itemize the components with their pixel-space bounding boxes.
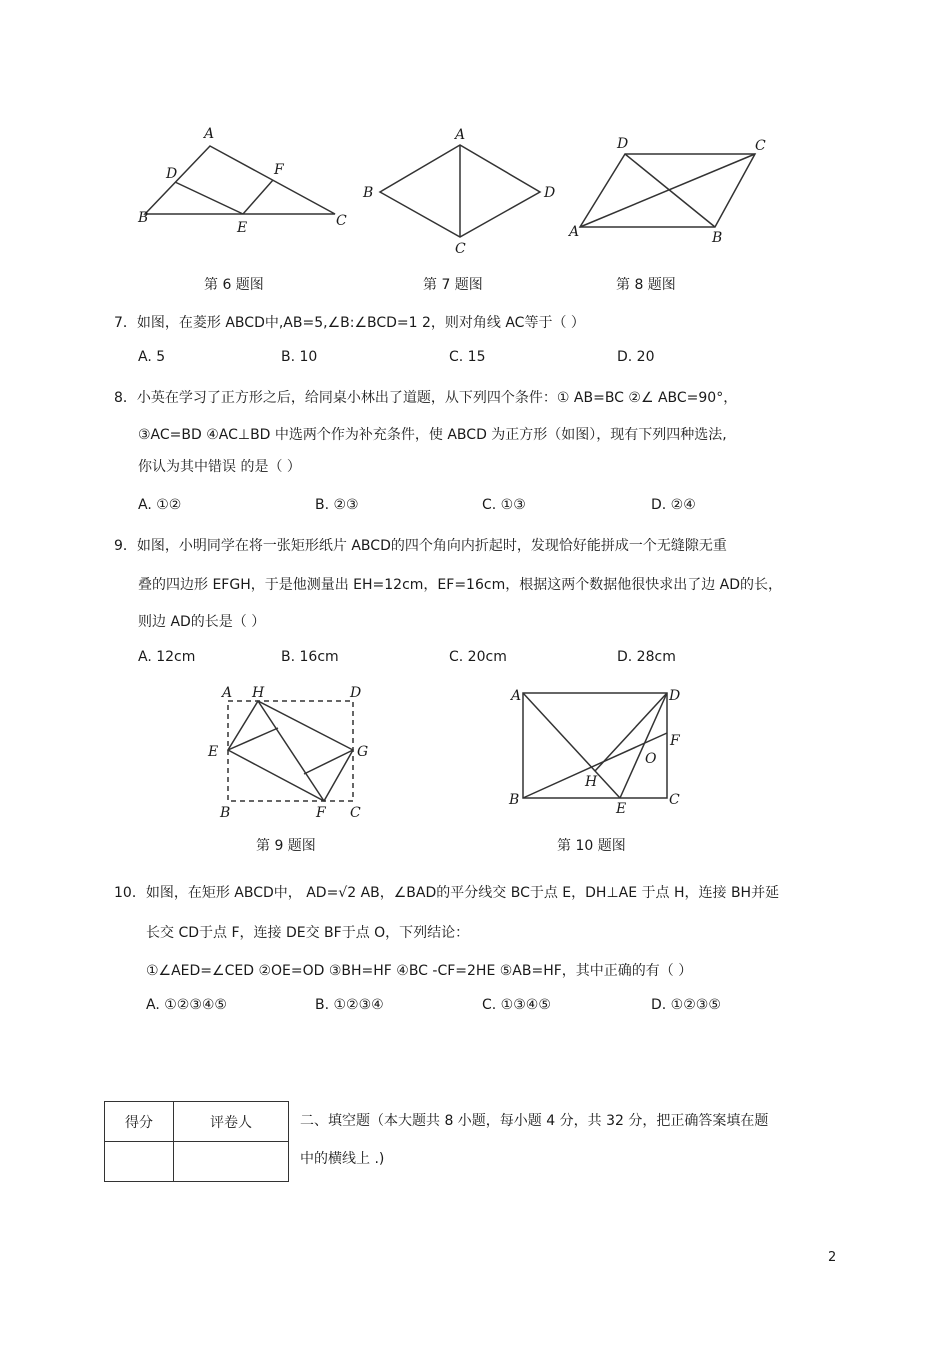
q9-line1: 9．如图，小明同学在将一张矩形纸片 ABCD的四个角向内折起时，发现恰好能拼成一个无缝隙无重 xyxy=(114,538,727,554)
q10-option-d: D. ①②③⑤ xyxy=(651,997,721,1013)
score-header: 得分 xyxy=(105,1102,174,1142)
q8-option-b: B. ②③ xyxy=(315,497,359,513)
q10-option-c: C. ①③④⑤ xyxy=(482,997,551,1013)
caption-fig8: 第 8 题图 xyxy=(616,277,676,293)
q8-option-a: A. ①② xyxy=(138,497,182,513)
figure-10 xyxy=(505,683,690,818)
fig10-label-A: A xyxy=(511,688,522,704)
fig9-label-H: H xyxy=(252,685,265,701)
q8-line2: ③AC=BD ④AC⊥BD 中选两个作为补充条件，使 ABCD 为正方形（如图），现有下列四种选法, xyxy=(138,427,727,443)
fig10-label-C: C xyxy=(669,792,680,808)
q10-option-b: B. ①②③④ xyxy=(315,997,384,1013)
grader-header: 评卷人 xyxy=(174,1102,289,1142)
grader-cell[interactable] xyxy=(174,1142,289,1182)
q7-option-d: D. 20 xyxy=(617,349,655,365)
fig9-label-F: F xyxy=(316,805,326,821)
score-table xyxy=(104,1101,289,1182)
fig6-label-D: D xyxy=(166,166,178,182)
caption-fig7: 第 7 题图 xyxy=(423,277,483,293)
section2-line1: 二、填空题（本大题共 8 小题，每小题 4 分，共 32 分，把正确答案填在题 xyxy=(300,1113,769,1129)
figure-9 xyxy=(200,683,380,823)
fig6-label-F: F xyxy=(274,162,284,178)
fig8-label-D: D xyxy=(617,136,629,152)
q8-line1: 8．小英在学习了正方形之后，给同桌小林出了道题，从下列四个条件：① AB=BC ②∠ ABC=90°， xyxy=(114,390,738,406)
q9-line2: 叠的四边形 EFGH，于是他测量出 EH=12cm，EF=16cm，根据这两个数据他很快求出了边 AD的长， xyxy=(138,577,783,593)
fig8-label-A: A xyxy=(569,224,580,240)
fig6-label-A: A xyxy=(204,126,215,142)
fig7-label-C: C xyxy=(455,241,466,257)
fig8-label-C: C xyxy=(755,138,766,154)
q9-option-a: A. 12cm xyxy=(138,649,196,665)
fig9-label-D: D xyxy=(350,685,362,701)
q8-option-c: C. ①③ xyxy=(482,497,526,513)
caption-fig10: 第 10 题图 xyxy=(557,838,626,854)
q10-line3: ①∠AED=∠CED ②OE=OD ③BH=HF ④BC -CF=2HE ⑤AB=HF，其中正确的有（ ） xyxy=(146,963,693,979)
q7-stem: 7．如图，在菱形 ABCD中,AB=5,∠B:∠BCD=1 2，则对角线 AC等于（ ） xyxy=(114,315,585,331)
figure-6 xyxy=(130,120,360,240)
fig10-label-H: H xyxy=(585,774,598,790)
page-number: 2 xyxy=(828,1250,837,1265)
q8-line3: 你认为其中错误 的是（ ） xyxy=(138,459,301,475)
q9-option-b: B. 16cm xyxy=(281,649,339,665)
fig6-label-E: E xyxy=(237,220,248,236)
score-cell[interactable] xyxy=(105,1142,174,1182)
fig10-label-O: O xyxy=(645,751,657,767)
caption-fig6: 第 6 题图 xyxy=(204,277,264,293)
fig7-label-D: D xyxy=(544,185,556,201)
caption-fig9: 第 9 题图 xyxy=(256,838,316,854)
q7-option-a: A. 5 xyxy=(138,349,166,365)
fig10-label-F: F xyxy=(670,733,680,749)
q10-line1: 10．如图，在矩形 ABCD中， AD=√2 AB，∠BAD的平分线交 BC于点 E，DH⊥AE 于点 H，连接 BH并延 xyxy=(114,885,780,901)
fig9-label-E: E xyxy=(208,744,219,760)
fig10-label-B: B xyxy=(509,792,520,808)
q7-option-c: C. 15 xyxy=(449,349,486,365)
fig6-label-B: B xyxy=(138,210,149,226)
fig7-label-B: B xyxy=(363,185,374,201)
fig9-label-A: A xyxy=(222,685,233,701)
q9-option-c: C. 20cm xyxy=(449,649,507,665)
fig9-label-C: C xyxy=(350,805,361,821)
fig10-label-E: E xyxy=(616,801,627,817)
q9-line3: 则边 AD的长是（ ） xyxy=(138,614,266,630)
figure-8 xyxy=(565,132,775,247)
q10-option-a: A. ①②③④⑤ xyxy=(146,997,227,1013)
q9-option-d: D. 28cm xyxy=(617,649,676,665)
fig6-label-C: C xyxy=(336,213,347,229)
q10-line2: 长交 CD于点 F，连接 DE交 BF于点 O，下列结论： xyxy=(146,925,470,941)
q8-option-d: D. ②④ xyxy=(651,497,696,513)
fig10-label-D: D xyxy=(669,688,681,704)
fig9-label-G: G xyxy=(357,744,369,760)
fig7-label-A: A xyxy=(455,127,466,143)
fig8-label-B: B xyxy=(712,230,723,246)
figure-7 xyxy=(355,125,565,260)
section2-line2: 中的横线上 .) xyxy=(300,1151,385,1167)
q7-option-b: B. 10 xyxy=(281,349,318,365)
fig9-label-B: B xyxy=(220,805,231,821)
